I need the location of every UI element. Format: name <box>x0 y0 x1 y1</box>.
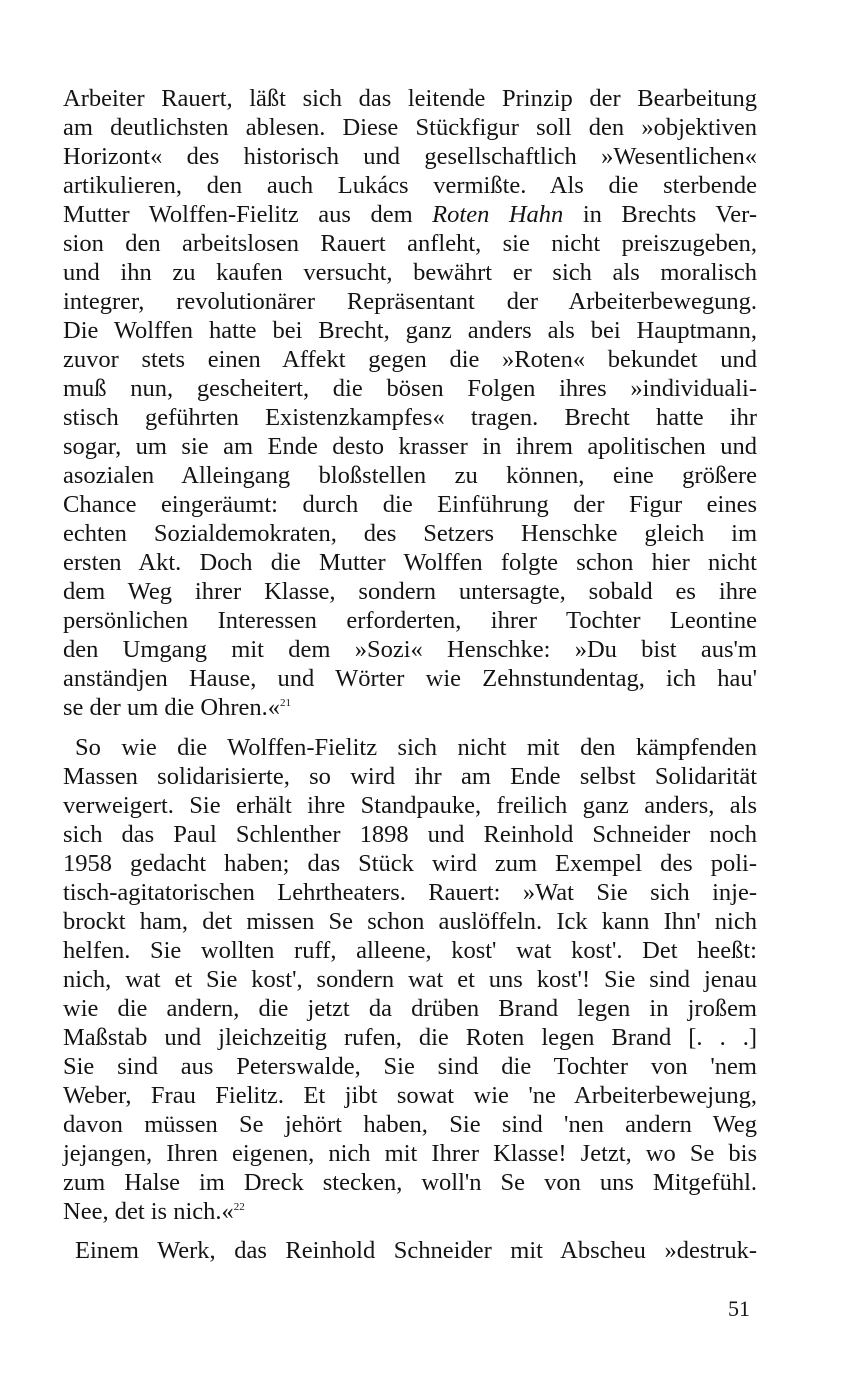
text-line <box>63 693 757 722</box>
text-line: den Umgang mit dem »Sozi« Henschke: »Du bist aus'm <box>63 636 757 663</box>
text-line: jejangen, Ihren eigenen, nich mit Ihrer Klasse! Jetzt, wo Se bis <box>63 1140 757 1167</box>
text-line: muß nun, gescheitert, die bösen Folgen ihres »individuali- <box>63 375 757 402</box>
text-line: stisch geführten Existenzkampfes« tragen. Brecht hatte ihr <box>63 404 757 431</box>
text-line: sich das Paul Schlenther 1898 und Reinhold Schneider noch <box>63 821 757 848</box>
text-line: Die Wolffen hatte bei Brecht, ganz anders als bei Hauptmann, <box>63 317 757 344</box>
text-line: am deutlichsten ablesen. Diese Stückfigur soll den »objektiven <box>63 114 757 141</box>
text-line: verweigert. Sie erhält ihre Standpauke, freilich ganz anders, als <box>63 792 757 819</box>
text-line: Mutter Wolffen-Fielitz aus dem Roten Hahn in Brechts Ver- <box>63 201 758 228</box>
text-line: sogar, um sie am Ende desto krasser in ihrem apolitischen und <box>63 433 757 460</box>
text-line: sion den arbeitslosen Rauert anfleht, sie nicht preiszugeben, <box>63 230 757 257</box>
page-number: 51 <box>728 1296 750 1321</box>
text-line: Massen solidarisierte, so wird ihr am Ende selbst Solidarität <box>63 763 757 790</box>
text-line: nich, wat et Sie kost', sondern wat et uns kost'! Sie sind jenau <box>63 966 757 993</box>
text-line: Maßstab und jleichzeitig rufen, die Roten legen Brand [. . .] <box>63 1024 757 1051</box>
text-line: Weber, Frau Fielitz. Et jibt sowat wie 'ne Arbeiterbewejung, <box>63 1082 757 1109</box>
text-line: Horizont« des historisch und gesellschaftlich »Wesentlichen« <box>63 143 757 170</box>
text-line: Sie sind aus Peterswalde, Sie sind die Tochter von 'nem <box>63 1053 757 1080</box>
text-line: integrer, revolutionärer Repräsentant der Arbeiterbewegung. <box>63 288 757 315</box>
text-line <box>63 1197 757 1226</box>
text-line: wie die andern, die jetzt da drüben Brand legen in jroßem <box>63 995 757 1022</box>
text-line: davon müssen Se jehört haben, Sie sind 'nen andern Weg <box>63 1111 757 1138</box>
footnote-reference: 22 <box>233 1200 245 1213</box>
text-line-content: se der um die Ohren.« <box>63 694 281 721</box>
text-line: und ihn zu kaufen versucht, bewährt er sich als moralisch <box>63 259 757 286</box>
text-line: artikulieren, den auch Lukács vermißte. Als die sterbende <box>63 172 757 199</box>
text-line: ersten Akt. Doch die Mutter Wolffen folgte schon hier nicht <box>63 549 757 576</box>
text-line: Einem Werk, das Reinhold Schneider mit Abscheu »destruk- <box>75 1237 757 1264</box>
text-line: Arbeiter Rauert, läßt sich das leitende Prinzip der Bearbeitung <box>63 85 757 112</box>
footnote-reference: 21 <box>280 696 292 709</box>
text-line: Chance eingeräumt: durch die Einführung der Figur eines <box>63 491 757 518</box>
text-line: zuvor stets einen Affekt gegen die »Roten« bekundet und <box>63 346 757 373</box>
text-line: 1958 gedacht haben; das Stück wird zum Exempel des poli- <box>63 850 757 877</box>
text-line: zum Halse im Dreck stecken, woll'n Se von uns Mitgefühl. <box>63 1169 757 1196</box>
text-line: anständjen Hause, und Wörter wie Zehnstundentag, ich hau' <box>63 665 757 692</box>
text-line: dem Weg ihrer Klasse, sondern untersagte, sobald es ihre <box>63 578 757 605</box>
text-line: helfen. Sie wollten ruff, alleene, kost' wat kost'. Det heeßt: <box>63 937 757 964</box>
text-line: So wie die Wolffen-Fielitz sich nicht mit den kämpfenden <box>75 734 757 761</box>
text-line-content: Nee, det is nich.« <box>63 1198 234 1225</box>
text-line: persönlichen Interessen erforderten, ihrer Tochter Leontine <box>63 607 757 634</box>
work-title: Roten Hahn <box>432 201 564 228</box>
text-line: asozialen Alleingang bloßstellen zu können, eine größere <box>63 462 757 489</box>
text-line: brockt ham, det missen Se schon auslöffeln. Ick kann Ihn' nich <box>63 908 757 935</box>
text-line: tisch-agitatorischen Lehrtheaters. Rauert: »Wat Sie sich inje- <box>63 879 757 906</box>
text-line: echten Sozialdemokraten, des Setzers Henschke gleich im <box>63 520 757 547</box>
